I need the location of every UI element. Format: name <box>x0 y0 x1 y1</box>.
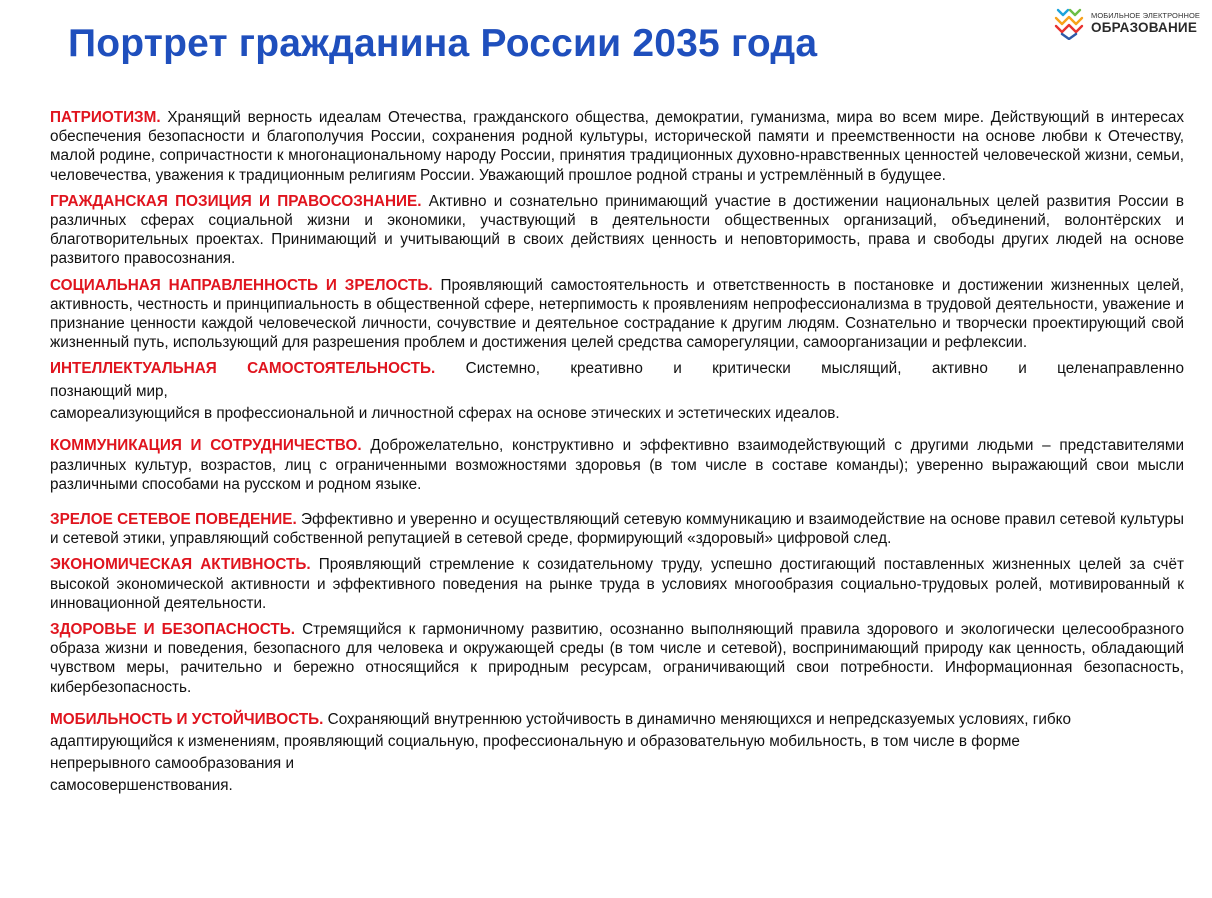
section-heading: ЗРЕЛОЕ СЕТЕВОЕ ПОВЕДЕНИЕ. <box>50 511 297 529</box>
section-text: Активно и сознательно принимающий участие в достижении национальных целей развития России в различных сферах социальной жизни и экономики, участвующий в деятельности общественных организаций, объединений, волонтёрских и благотворительных проектах. Принимающий и учитывающий в своих действиях ценность и неповторимость, права и свободы других людей на основе развитого правосознания. <box>50 192 1185 268</box>
section-text: Системно, креативно и критически мыслящий, активно и целенаправленно <box>465 360 1184 378</box>
section-heading: ИНТЕЛЛЕКТУАЛЬНАЯ САМОСТОЯТЕЛЬНОСТЬ. <box>50 360 436 378</box>
section-heading: КОММУНИКАЦИЯ И СОТРУДНИЧЕСТВО. <box>50 437 362 455</box>
section-heading: ПАТРИОТИЗМ. <box>50 109 161 126</box>
section-text: Эффективно и уверенно и осуществляющий сетевую коммуникацию и взаимодействие на основе правил сетевой культуры и сетевой этики, управляющий собственной репутацией в сетевой среде, формирующий «здоровый» цифровой след. <box>50 511 1185 548</box>
section-social-maturity <box>50 276 1184 353</box>
section-text: адаптирующийся к изменениям, проявляющий социальную, профессиональную и образовательную мобильность, в том числе в форме <box>50 732 1020 750</box>
section-text: Сохраняющий внутреннюю устойчивость в динамично меняющихся и непредсказуемых условиях, гибко <box>327 710 1072 728</box>
section-text: Хранящий верность идеалам Отечества, гражданского общества, демократии, гуманизма, мира во всем мире. Действующий в интересах обеспечения безопасности и благополучия России, сохранения родной культуры, исторической памяти и преемственности на основе любви к Отечеству, малой родине, сопричастности к многонациональному народу России, принятия традиционных духовно-нравственных ценностей человеческой жизни, семьи, человечества, уважения к традиционным религиям России. Уважающий прошлое родной страны и устремлённый в будущее. <box>50 109 1184 184</box>
section-text: самореализующийся в профессиональной и личностной сферах на основе этических и эстетических идеалов. <box>50 405 840 423</box>
section-line <box>50 709 1184 731</box>
section-text: Доброжелательно, конструктивно и эффективно взаимодействующий с другими людьми – представителями различных культур, возрастов, лиц с ограниченными возможностями здоровья (в том числе в составе команды); уверенно выражающий свои мысли различными способами на русском и родном языке. <box>50 437 1184 493</box>
logo-text-big: ОБРАЗОВАНИЕ <box>1091 20 1198 35</box>
section-text: Проявляющий самостоятельность и ответственность в постановке и достижении жизненных целей, активность, честность и принципиальность в общественной сфере, нетерпимость к проявлениям непрофессионализма в трудовой деятельности, уважение и признание ценности каждой человеческой личности, сочувствие и деятельное сострадание к другим людям. Сознательно и творчески проектирующий свой жизненный путь, использующий для разрешения проблем и достижения целей средства саморегуляции, самоорганизации и рефлексии. <box>50 276 1185 352</box>
section-economic-activity <box>50 555 1184 613</box>
section-intellectual-independence <box>50 357 1184 425</box>
section-patriotism <box>50 108 1184 185</box>
logo <box>1054 4 1204 44</box>
section-text: непрерывного самообразования и <box>50 754 295 772</box>
section-heading: СОЦИАЛЬНАЯ НАПРАВЛЕННОСТЬ И ЗРЕЛОСТЬ. <box>50 276 433 294</box>
logo-mark-icon <box>1054 4 1084 40</box>
section-heading: ЗДОРОВЬЕ И БЕЗОПАСНОСТЬ. <box>50 621 296 639</box>
section-text: Стремящийся к гармоничному развитию, осознанно выполняющий правила здорового и экологически целесообразного образа жизни и поведения, безопасного для человека и окружающей среды (в том числе и сетевой), воспринимающий природу как ценность, обладающий чувством меры, рачительно и бережно относящийся к природным ресурсам, ограничивающий свои потребности. Информационная безопасность, кибербезопасность. <box>50 621 1184 696</box>
section-text: самосовершенствования. <box>50 776 233 794</box>
section-civic-position <box>50 192 1184 269</box>
section-network-behavior <box>50 510 1184 548</box>
section-heading: ЭКОНОМИЧЕСКАЯ АКТИВНОСТЬ. <box>50 556 311 574</box>
portrait-content <box>50 108 1184 797</box>
logo-text-small: МОБИЛЬНОЕ ЭЛЕКТРОННОЕ <box>1091 11 1201 20</box>
section-text: Проявляющий стремление к созидательному труду, успешно достигающий поставленных жизненных целей за счёт высокой экономической активности и эффективного поведения на рынке труда в условиях многообразия социально-трудовых ролей, мотивированный к инновационной деятельности. <box>50 556 1184 612</box>
page-title: Портрет гражданина России 2035 года <box>68 22 818 65</box>
section-mobility <box>50 709 1184 797</box>
section-heading: МОБИЛЬНОСТЬ И УСТОЙЧИВОСТЬ. <box>50 710 324 728</box>
section-communication <box>50 436 1184 494</box>
section-text: познающий мир, <box>50 383 168 401</box>
section-line <box>50 357 1184 381</box>
section-health-safety <box>50 620 1184 697</box>
section-heading: ГРАЖДАНСКАЯ ПОЗИЦИЯ И ПРАВОСОЗНАНИЕ. <box>50 192 422 210</box>
